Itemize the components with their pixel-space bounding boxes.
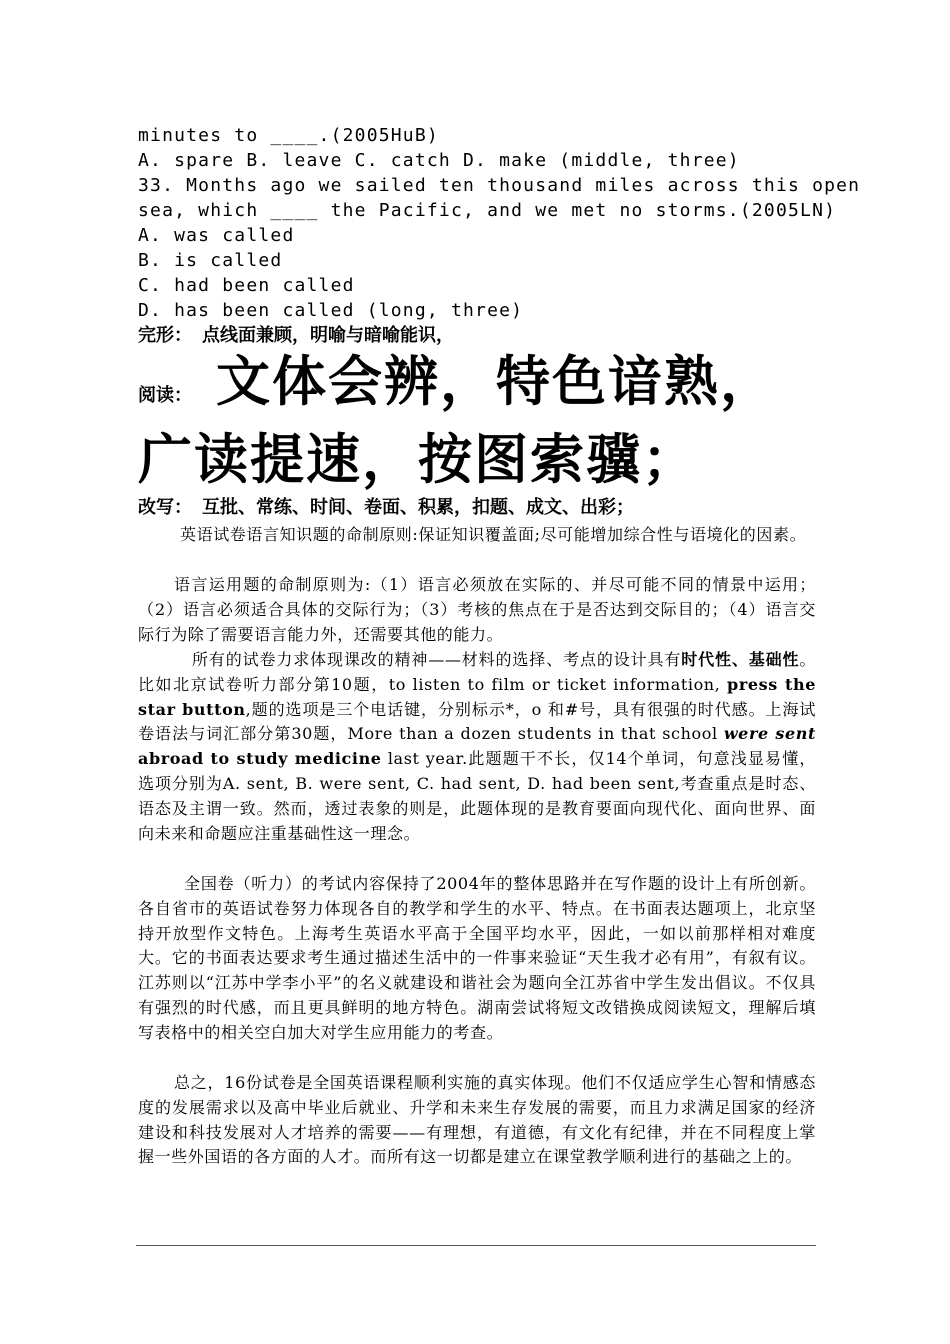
paragraph-national-paper: 全国卷（听力）的考试内容保持了2004年的整体思路并在写作题的设计上有所创新。各自省市的英语试卷努力体现各自的教学和学生的水平、特点。在书面表达题项上，北京坚持开放型作文特色。上海考生英语水平高于全国平均水平，因此，一如以前那样相对难度大。它的书面表达要求考生通过描述生活中的一件事来验证“天生我才必有用”，有叙有议。江苏则以“江苏中学李小平”的名义就建设和谐社会为题向全江苏省中学生发出倡议。不仅具有强烈的时代感，而且更具鲜明的地方特色。湖南尝试将短文改错换成阅读短文，理解后填写表格中的相关空白加大对学生应用能力的考查。 [138,874,816,1042]
p3-emphasis-modern: 时代性、基础性 [681,650,800,669]
cloze-label: 完形： [138,325,192,346]
cloze-text: 点线面兼顾，明喻与暗喻能识， [202,325,454,346]
question-33-option-b: B. is called [138,250,283,271]
reading-label: 阅读： [138,385,192,406]
footer-divider [136,1245,816,1246]
p3-text-a: 所有的试卷力求体现课改的精神——材料的选择、考点的设计具有 [192,650,682,669]
rewriting-label: 改写： [138,497,192,518]
paragraph-usage-principle: 语言运用题的命制原则为:（1）语言必须放在实际的、并尽可能不同的情景中运用；（2）语言必须适合具体的交际行为；（3）考核的焦点在于是否达到交际目的；（4）语言交际行为除了需要语言能力外，还需要其他的能力。 [138,575,816,644]
cloze-heading [138,324,454,348]
p3-text-c: 。比如北京试卷听力部分第10题，to listen to film or ticket information, [138,650,817,694]
question-32-options: A. spare B. leave C. catch D. make (middle, three) [138,150,740,171]
p3-text-e: ,题的选项是三个电话键，分别标示*，o 和#号，具有很强的时代感。上海试卷语法与词汇部分第30题，More than a dozen students in that school [138,699,817,744]
paragraph-knowledge-principle: 英语试卷语言知识题的命制原则:保证知识覆盖面;尽可能增加综合性与语境化的因素。 [180,525,807,544]
rewriting-text: 互批、常练、时间、卷面、积累，扣题、成文、出彩； [202,497,634,518]
reading-big-line-2: 广读提速，按图索骥； [138,428,698,491]
rewriting-heading [138,496,634,520]
reading-heading [138,350,776,414]
question-33-line-2: sea, which ____ the Pacific, and we met no storms.(2005LN) [138,200,837,221]
question-33-option-c: C. had been called [138,275,355,296]
reading-big-line-1: 文体会辨，特色谙熟， [216,350,776,413]
question-33-option-a: A. was called [138,225,295,246]
question-32-tail: minutes to ____.(2005HuB) [138,125,439,146]
question-33-line-1: 33. Months ago we sailed ten thousand miles across this open [138,175,861,196]
paragraph-summary: 总之，16份试卷是全国英语课程顺利实施的真实体现。他们不仅适应学生心智和情感态度的发展需求以及高中毕业后就业、升学和未来生存发展的需要，而且力求满足国家的经济建设和科技发展对人才培养的需要——有理想，有道德，有文化有纪律，并在不同程度上掌握一些外国语的各方面的人才。而所有这一切都是建立在课堂教学顺利进行的基础之上的。 [138,1073,816,1167]
p3-text-h: last year.此题题干不长，仅14个单词，句意浅显易懂，选项分别为A. sent, B. were sent, C. had sent, D. had been sent,考查重点是时态、语态及主谓一致。然而，透过表象的则是，此题体现的是教育要面向现代化、面向世界、面向未来和命题应注重基础性这一理念。 [138,749,816,843]
p3-emphasis-were-sent: were sent [723,724,816,744]
p3-emphasis-star-button: press the star button [138,674,816,719]
p3-emphasis-abroad: abroad to study medicine [138,749,382,769]
question-33-option-d: D. has been called (long, three) [138,300,524,321]
paragraph-curriculum-reform [138,648,816,846]
